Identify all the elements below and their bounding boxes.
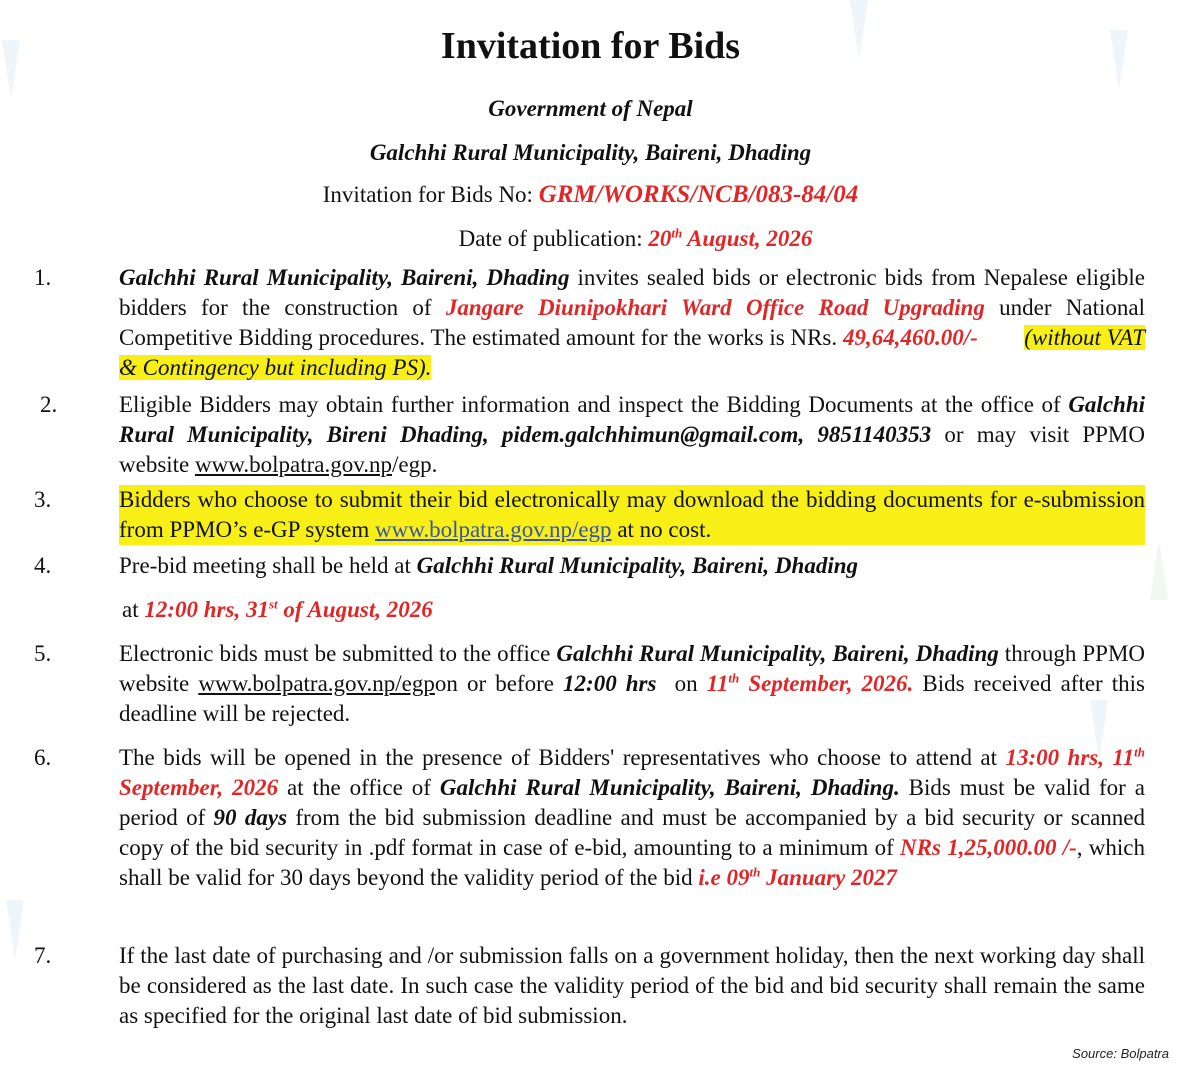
item-3-paragraph: Bidders who choose to submit their bid electronically may download the bidding documents for e-submission from PPMO’s e-GP system www.bolpatra.gov.np/egp at no cost.	[119, 485, 1145, 545]
item-2-paragraph: Eligible Bidders may obtain further information and inspect the Bidding Documents at the office of Galchhi Rural Municipality, Bireni Dhading, pidem.galchhimun@gmail.com, 9851140353 or may visit PPMO website www.bolpatra.gov.np/egp.	[119, 392, 1145, 477]
egp-link[interactable]: www.bolpatra.gov.np/egp	[375, 517, 612, 542]
source-credit: Source: Bolpatra	[1072, 1046, 1169, 1061]
item-4-paragraph: Pre-bid meeting shall be held at Galchhi Rural Municipality, Baireni, Dhading	[119, 553, 859, 578]
government-name: Government of Nepal	[488, 96, 693, 121]
publication-label: Date of publication:	[458, 226, 649, 251]
watermark-arrow	[1150, 540, 1168, 600]
ifb-number-line	[0, 181, 1181, 209]
document-title: Invitation for Bids	[440, 25, 741, 67]
item-1-paragraph: Galchhi Rural Municipality, Baireni, Dhading invites sealed bids or electronic bids from Nepalese eligible bidders for the construction of Jangare Diunipokhari Ward Office Road Upgrading under National Competitive Bidding procedures. The estimated amount for the works is NRs. 49,64,460.00/- (without VAT & Contingency but including PS).	[119, 265, 1146, 380]
publication-date: 20th August, 2026	[648, 225, 813, 251]
item-6-paragraph: The bids will be opened in the presence of Bidders' representatives who choose to attend at 13:00 hrs, 11th September, 2026 at the office of Galchhi Rural Municipality, Baireni, Dhading. Bids must be valid for a period of 90 days from the bid submission deadline and must be accompanied by a bid security or scanned copy of the bid security in .pdf format in case of e-bid, amounting to a minimum of NRs 1,25,000.00 /-, which shall be valid for 30 days beyond the validity period of the bid i.e 09th January 2027	[119, 744, 1145, 890]
item-5-paragraph: Electronic bids must be submitted to the office Galchhi Rural Municipality, Baireni, Dhading through PPMO website www.bolpatra.gov.np/egpon or before 12:00 hrs on 11th September, 2026. Bids received after this deadline will be rejected.	[119, 641, 1146, 726]
item-number: 3.	[34, 487, 52, 512]
bolpatra-link[interactable]: www.bolpatra.gov.np	[195, 452, 392, 477]
item-7-paragraph: If the last date of purchasing and /or submission falls on a government holiday, then the next working day shall be considered as the last date. In such case the validity period of the bid and bid security shall remain the same as specified for the original last date of bid submission.	[119, 943, 1145, 1028]
egp-link[interactable]: www.bolpatra.gov.np/egp	[198, 671, 435, 696]
watermark-arrow	[6, 900, 24, 960]
item-number: 5.	[34, 641, 52, 666]
ifb-number: GRM/WORKS/NCB/083-84/04	[538, 181, 859, 208]
item-number: 4.	[34, 553, 52, 578]
item-number: 6.	[34, 745, 52, 770]
publication-date-line	[45, 226, 1181, 252]
ifb-label: Invitation for Bids No:	[322, 182, 539, 207]
item-number: 1.	[34, 265, 52, 290]
item-number: 7.	[34, 943, 52, 968]
office-name: Galchhi Rural Municipality, Baireni, Dhading	[369, 140, 812, 165]
item-number: 2.	[40, 392, 58, 417]
item-4-time: at 12:00 hrs, 31st of August, 2026	[122, 596, 433, 622]
